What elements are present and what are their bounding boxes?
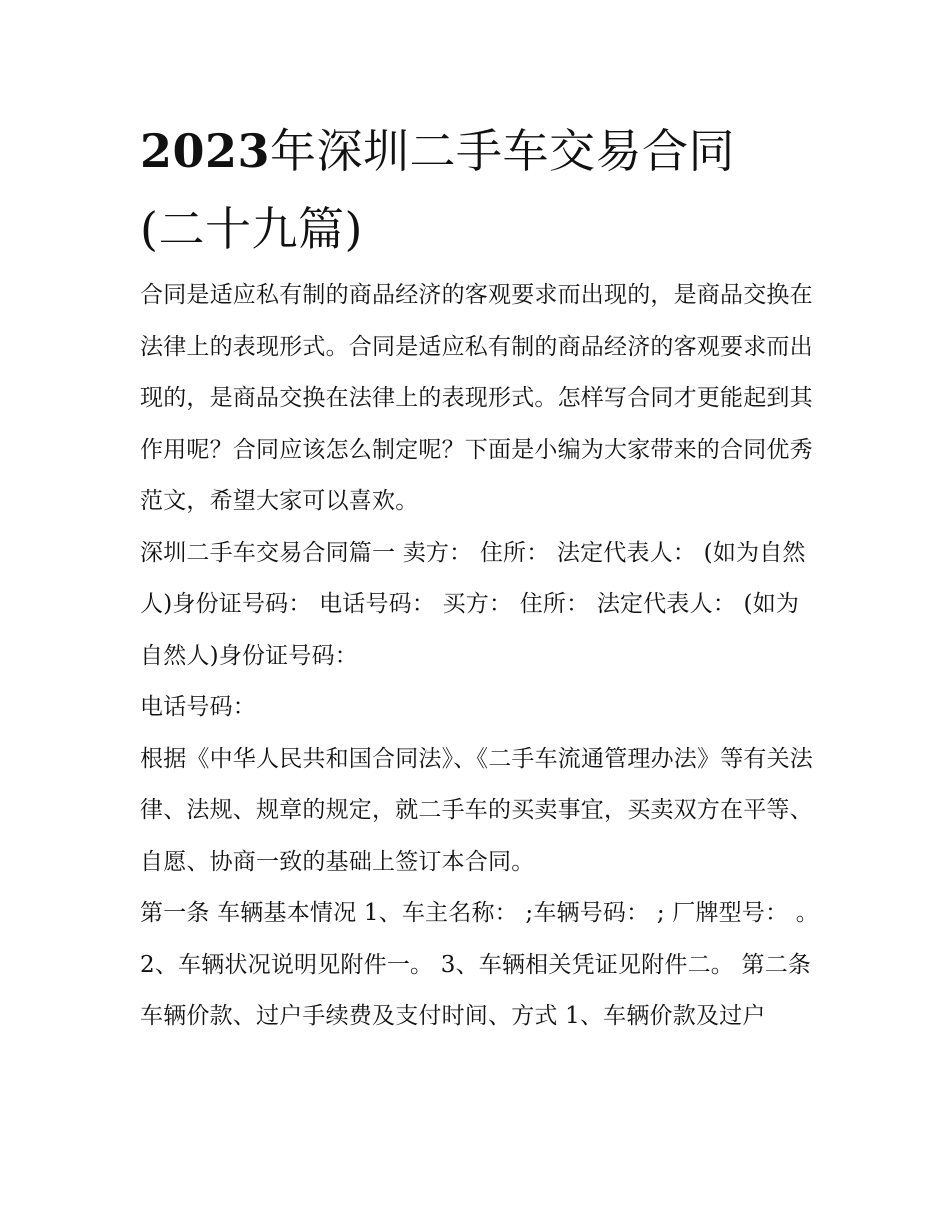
document-title <box>140 112 820 268</box>
phone-paragraph: 电话号码： <box>140 694 256 720</box>
article-two-paragraph: 车辆价款、过户手续费及支付时间、方式 1、车辆价款及过户 <box>140 1003 766 1029</box>
document-page <box>140 112 820 1043</box>
intro-paragraph: 合同是适应私有制的商品经济的客观要求而出现的，是商品交换在法律上的表现形式。合同是适应私有制的商品经济的客观要求而出现的，是商品交换在法律上的表现形式。怎样写合同才更能起到其作用呢？合同应该怎么制定呢？下面是小编为大家带来的合同优秀范文，希望大家可以喜欢。 <box>140 282 813 514</box>
basis-paragraph: 根据《中华人民共和国合同法》、《二手车流通管理办法》等有关法律、法规、规章的规定，就二手车的买卖事宜，买卖双方在平等、自愿、协商一致的基础上签订本合同。 <box>140 745 813 875</box>
title-text: 年深圳二手车交易合同 <box>270 124 736 178</box>
title-subtitle: (二十九篇) <box>140 202 363 256</box>
article-one-paragraph: 第一条 车辆基本情况 1、车主名称： ;车辆号码： ; 厂牌型号： 。 2、车辆状况说明见附件一。 3、车辆相关凭证见附件二。 第二条 <box>140 900 819 978</box>
parties-paragraph: 深圳二手车交易合同篇一 卖方： 住所： 法定代表人： (如为自然人)身份证号码： 电话号码： 买方： 住所： 法定代表人： (如为自然人)身份证号码： <box>140 539 806 669</box>
title-year: 2023 <box>140 124 271 178</box>
